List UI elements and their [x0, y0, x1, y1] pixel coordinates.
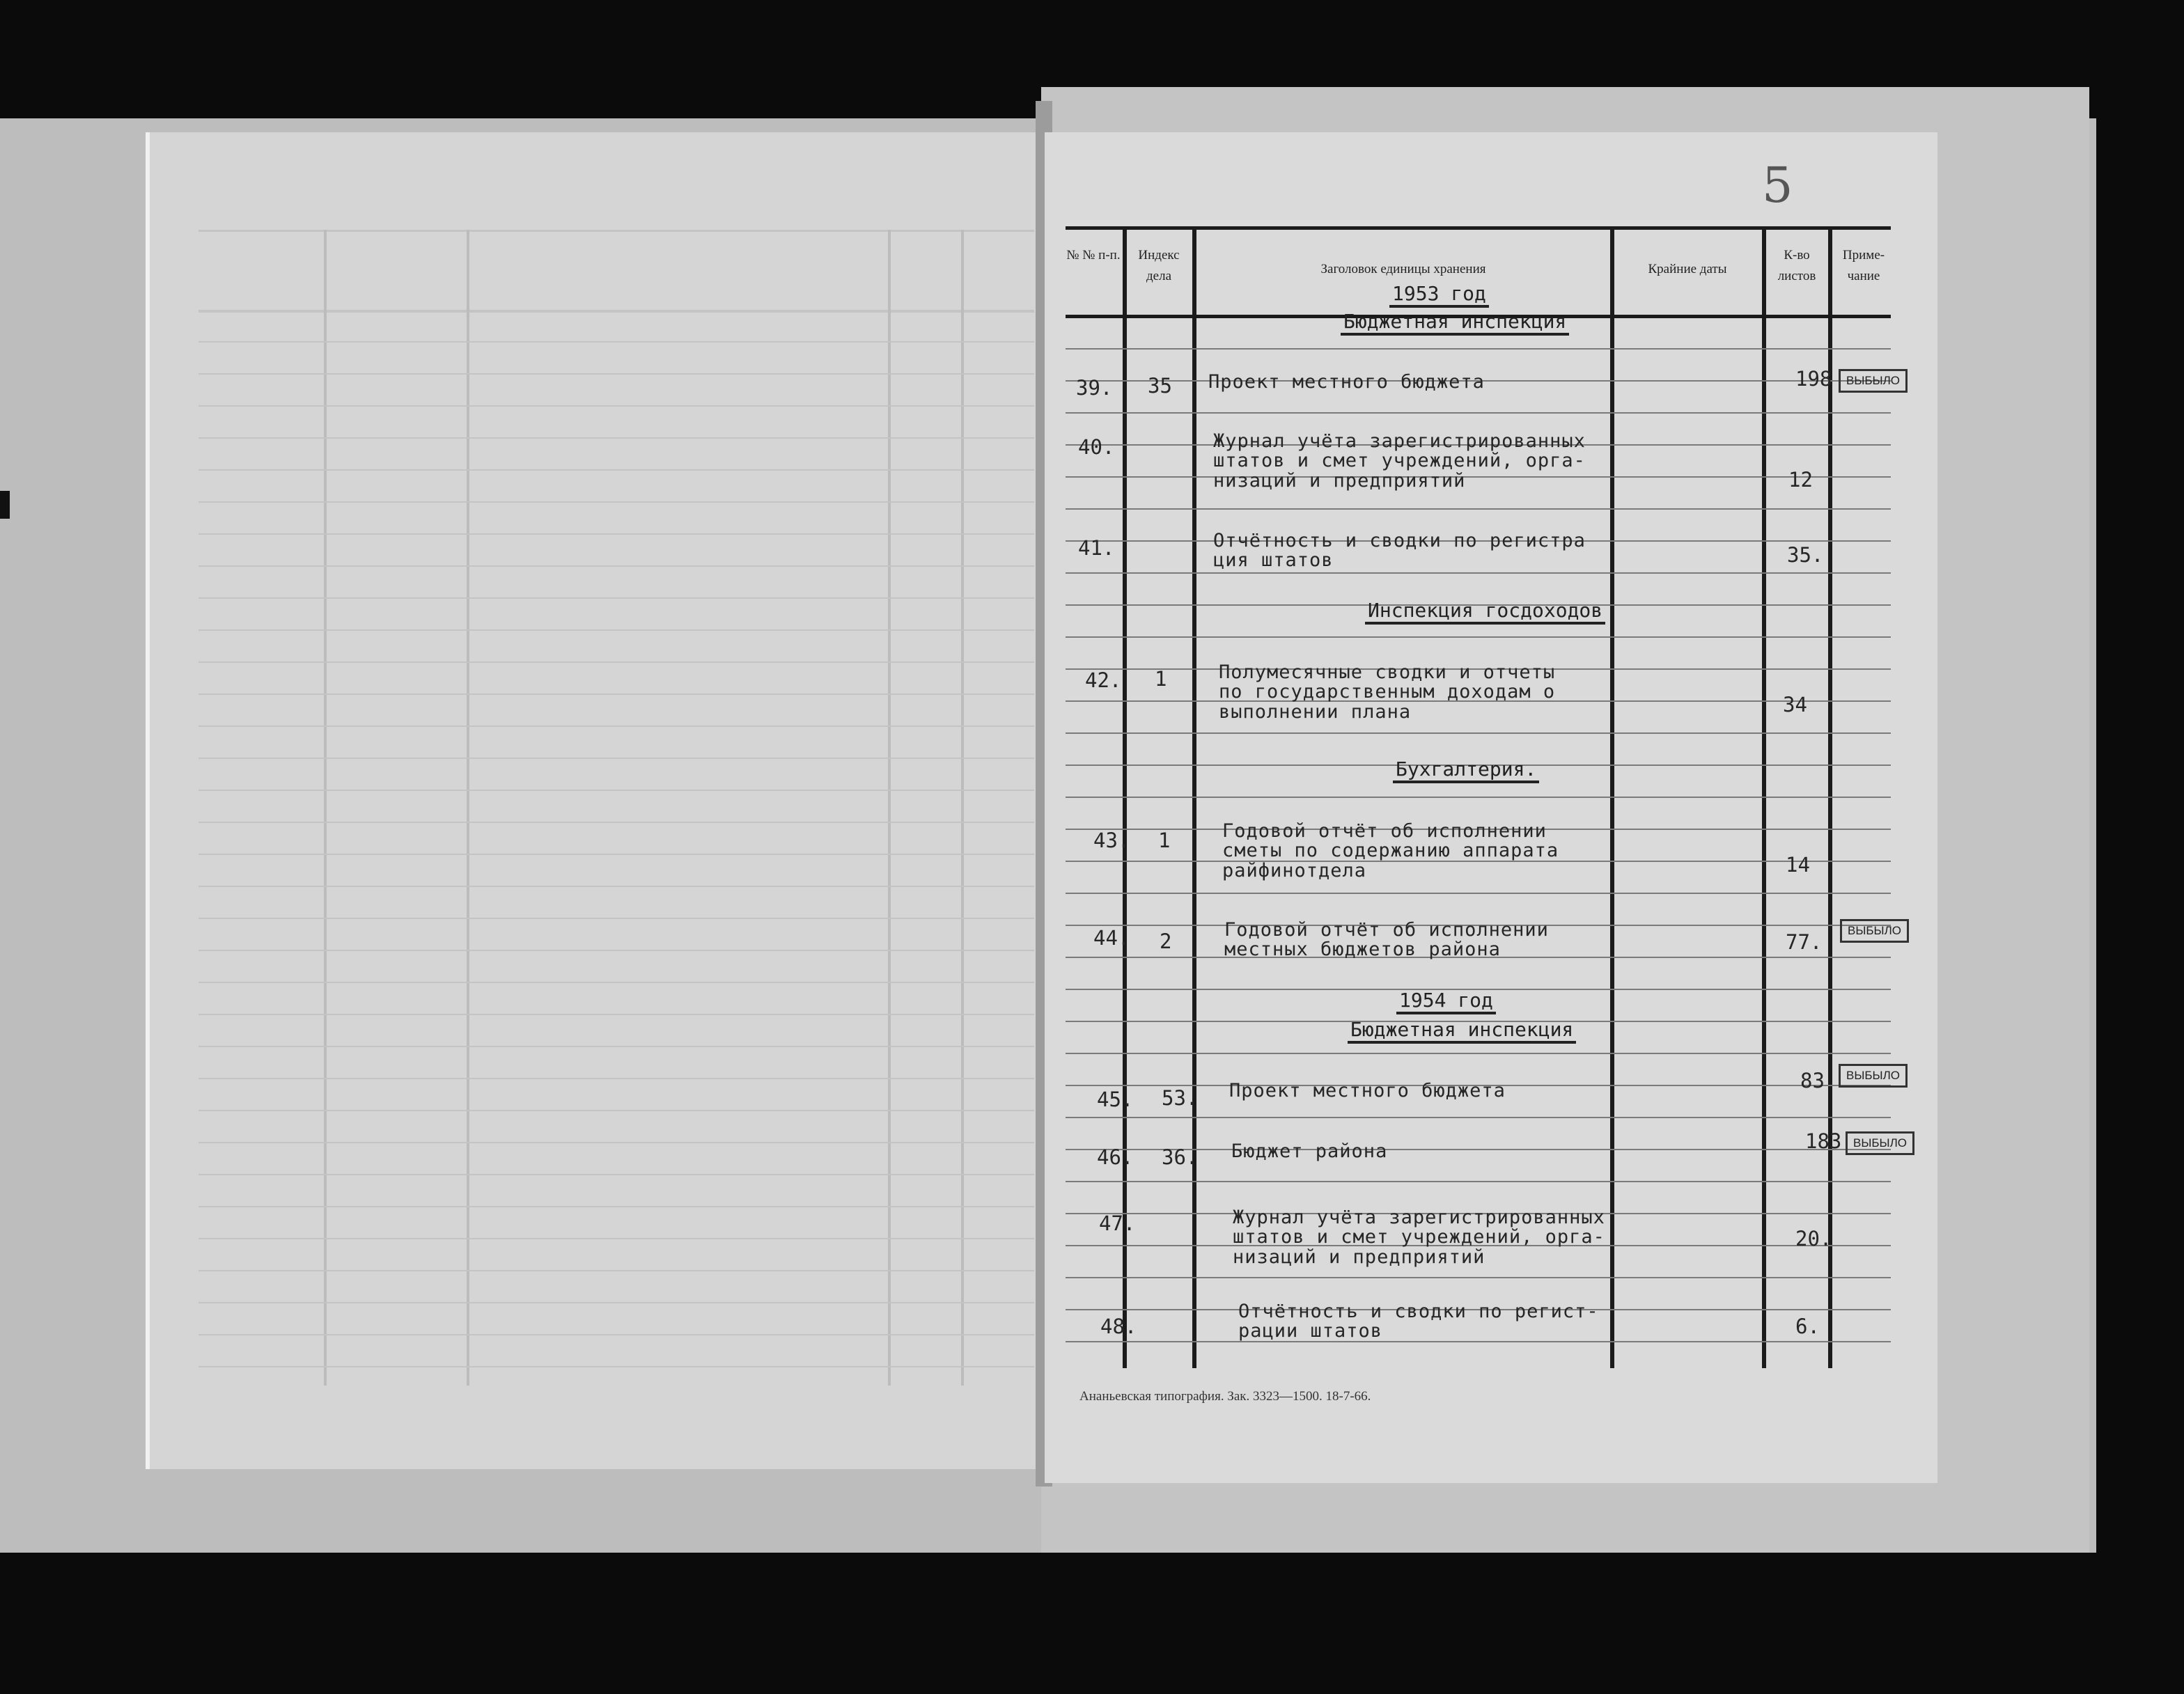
ghost-rule — [198, 469, 1034, 471]
ghost-rule — [198, 373, 1034, 375]
ghost-rule — [198, 1142, 1034, 1143]
ghost-rule — [198, 1302, 1034, 1303]
row-index: 2 — [1160, 930, 1172, 953]
row-num: 44. — [1093, 926, 1130, 950]
ghost-rule — [198, 661, 1034, 663]
ghost-rule — [198, 1366, 1034, 1367]
row-sheets: 20. — [1795, 1227, 1832, 1250]
row-index: 36. — [1162, 1145, 1199, 1169]
ghost-rule — [198, 501, 1034, 503]
header-note: Приме-чание — [1842, 248, 1885, 284]
row-title: Бюджет района — [1231, 1140, 1388, 1162]
row-rule — [1066, 732, 1891, 734]
ghost-rule — [198, 437, 1034, 439]
ghost-rule — [198, 950, 1034, 951]
ghost-rule — [198, 982, 1034, 983]
ghost-rule — [198, 341, 1034, 343]
ghost-rule — [198, 822, 1034, 823]
row-sheets: 183 — [1805, 1129, 1842, 1153]
header-num: № № п-п. — [1066, 248, 1121, 262]
row-num: 39. — [1076, 376, 1113, 400]
row-sheets: 198 — [1795, 367, 1832, 391]
row-rule — [1066, 893, 1891, 894]
row-rule — [1066, 636, 1891, 638]
ghost-rule — [198, 1174, 1034, 1175]
row-num: 45. — [1097, 1088, 1134, 1111]
row-rule — [1066, 1181, 1891, 1182]
row-title: Журнал учёта зарегистрированных штатов и смет учреждений, орга- низаций и предприятий — [1233, 1207, 1605, 1268]
edge-mark — [0, 491, 10, 519]
section-year-1953: 1953 год — [1389, 282, 1489, 308]
ghost-rule — [198, 597, 1034, 599]
ghost-rule — [198, 405, 1034, 407]
ghost-rule — [198, 854, 1034, 855]
row-rule — [1066, 508, 1891, 510]
row-rule — [1066, 797, 1891, 798]
header-title: Заголовок единицы хранения — [1320, 262, 1486, 276]
ghost-rule — [198, 693, 1034, 695]
ghost-rule — [198, 1046, 1034, 1047]
row-num: 40. — [1078, 435, 1115, 459]
ghost-rule — [198, 565, 1034, 567]
row-sheets: 35. — [1787, 543, 1824, 567]
ghost-rule — [198, 1014, 1034, 1015]
row-num: 46. — [1097, 1145, 1134, 1169]
row-index: 35 — [1148, 374, 1172, 398]
ghost-rule — [198, 886, 1034, 887]
row-sheets: 6. — [1795, 1315, 1820, 1338]
row-sheets: 77. — [1786, 930, 1823, 954]
row-title: Отчётность и сводки по регистра ция штатов — [1213, 530, 1586, 572]
row-title: Отчётность и сводки по регист- рации штатов — [1238, 1301, 1599, 1342]
header-dates: Крайние даты — [1648, 262, 1727, 276]
row-sheets: 12 — [1788, 468, 1813, 492]
row-num: 43. — [1093, 829, 1130, 852]
header-sheets: К-во листов — [1777, 248, 1816, 284]
ghost-rule — [198, 629, 1034, 631]
row-title: Годовой отчёт об исполнении местных бюджетов района — [1224, 919, 1549, 961]
section-income-inspection: Инспекция госдоходов — [1365, 599, 1605, 625]
left-page — [150, 132, 1041, 1469]
ghost-rule — [198, 918, 1034, 919]
row-rule — [1066, 412, 1891, 414]
ghost-rule — [198, 1334, 1034, 1335]
row-rule — [1066, 1053, 1891, 1054]
row-note-stamp: ВЫБЫЛО — [1839, 369, 1908, 393]
ghost-rule — [198, 758, 1034, 759]
ghost-rule — [198, 790, 1034, 791]
row-rule — [1066, 1277, 1891, 1278]
row-title: Проект местного бюджета — [1229, 1080, 1506, 1101]
row-rule — [1066, 572, 1891, 574]
row-sheets: 34 — [1783, 693, 1807, 716]
ghost-rule — [198, 533, 1034, 535]
row-index: 1 — [1158, 829, 1171, 852]
row-index: 1 — [1155, 667, 1167, 691]
row-note-stamp: ВЫБЫЛО — [1839, 1064, 1908, 1088]
row-title: Проект местного бюджета — [1208, 371, 1485, 393]
section-year-1954: 1954 год — [1396, 989, 1496, 1014]
row-sheets: 83 — [1800, 1069, 1825, 1092]
row-title: Журнал учёта зарегистрированных штатов и смет учреждений, орга- низаций и предприятий — [1213, 430, 1586, 492]
row-note-stamp: ВЫБЫЛО — [1846, 1131, 1914, 1155]
row-num: 48. — [1100, 1315, 1137, 1338]
row-title: Годовой отчёт об исполнении сметы по содержанию аппарата райфинотдела — [1222, 820, 1559, 881]
header-index: Индекс дела — [1138, 248, 1180, 284]
row-title: Полумесячные сводки и отчеты по государственным доходам о выполнении плана — [1219, 661, 1556, 723]
row-num: 42. — [1085, 668, 1122, 692]
ghost-rule — [198, 1110, 1034, 1111]
section-budget-1954: Бюджетная инспекция — [1348, 1018, 1576, 1044]
ghost-rule — [198, 1238, 1034, 1239]
row-rule — [1066, 1117, 1891, 1118]
ghost-rule — [198, 1270, 1034, 1271]
row-num: 41. — [1078, 536, 1115, 560]
row-note-stamp: ВЫБЫЛО — [1840, 919, 1909, 943]
ghost-rule — [198, 1206, 1034, 1207]
row-num: 47. — [1099, 1211, 1136, 1235]
ghost-rule — [198, 1078, 1034, 1079]
ghost-rule — [198, 726, 1034, 727]
section-accounting: Бухгалтерия. — [1393, 758, 1539, 783]
section-budget-1953: Бюджетная инспекция — [1341, 310, 1569, 336]
row-sheets: 14 — [1786, 853, 1810, 877]
table-top-rule — [1066, 226, 1891, 230]
row-index: 53. — [1162, 1086, 1199, 1110]
printer-imprint: Ананьевская типография. Зак. 3323—1500. 18-7-66. — [1079, 1389, 1371, 1404]
page-number: 5 — [1762, 157, 1793, 214]
row-rule — [1066, 348, 1891, 350]
